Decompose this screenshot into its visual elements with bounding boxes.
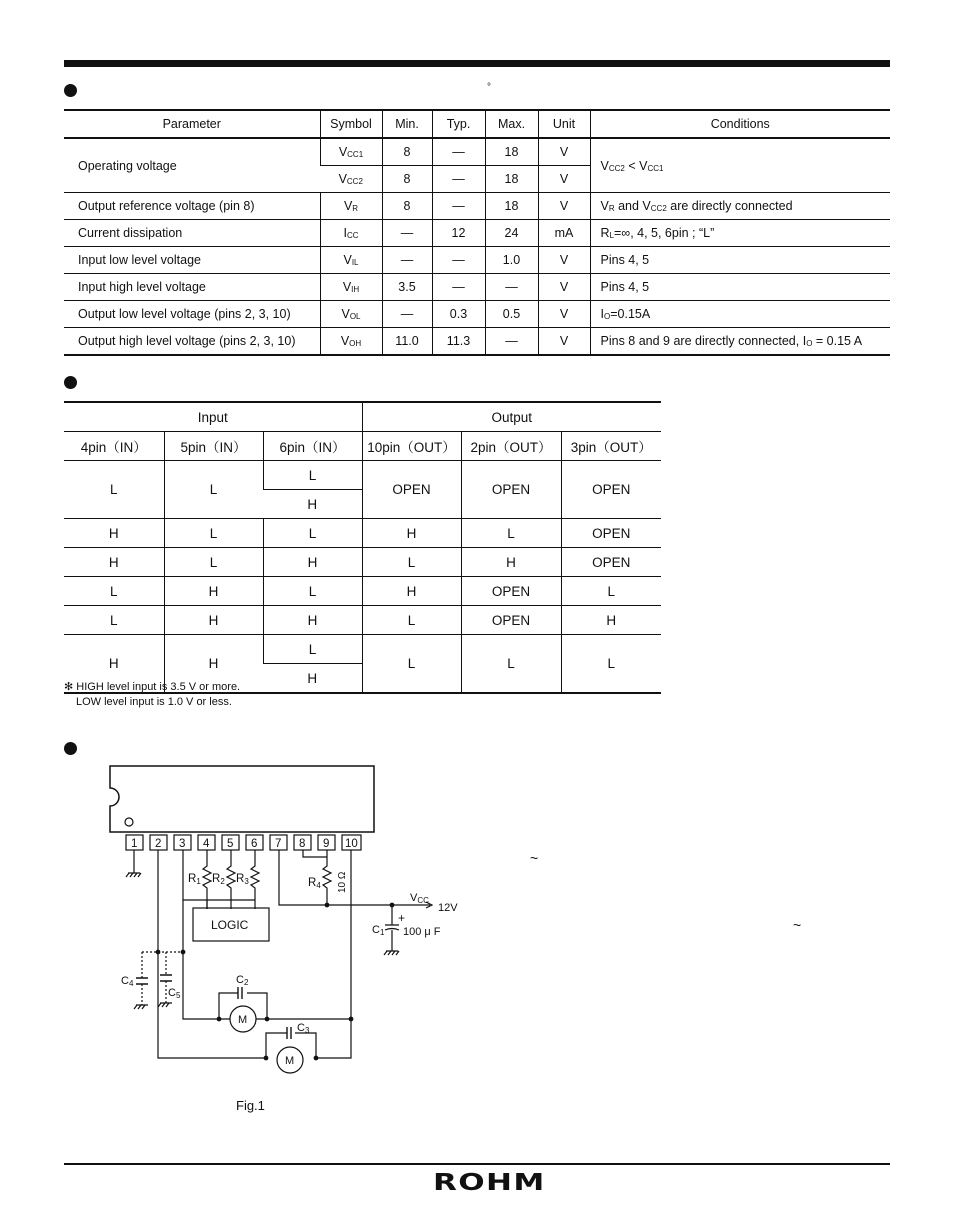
pin-label: 3 xyxy=(179,838,186,850)
c5-label: C5 xyxy=(168,987,181,1000)
r4-value: 10 Ω xyxy=(337,871,348,893)
header-pin4: 4pin（IN） xyxy=(64,432,164,461)
junction-dot xyxy=(349,1017,353,1021)
figure-caption: Fig.1 xyxy=(236,1098,265,1113)
c2-label: C2 xyxy=(236,974,249,987)
max-cell: 18 xyxy=(485,138,538,166)
param-cell: Input high level voltage xyxy=(64,274,320,301)
max-cell: 24 xyxy=(485,220,538,247)
pin-label: 10 xyxy=(345,838,358,850)
header-pin2: 2pin（OUT） xyxy=(461,432,561,461)
cell: OPEN xyxy=(561,519,661,548)
unit-cell: V xyxy=(538,301,590,328)
pin-label: 4 xyxy=(203,838,210,850)
c1-polarity: + xyxy=(398,911,406,925)
min-cell: — xyxy=(382,301,432,328)
header-max: Max. xyxy=(485,110,538,138)
r3-label: R3 xyxy=(236,873,249,886)
cell: L xyxy=(461,635,561,694)
typ-cell: — xyxy=(432,247,485,274)
ground-symbol xyxy=(384,951,399,955)
note-low-level: LOW level input is 1.0 V or less. xyxy=(76,696,232,708)
typ-cell: 0.3 xyxy=(432,301,485,328)
unit-cell: V xyxy=(538,247,590,274)
cell: L xyxy=(362,635,461,694)
condition-cell: $V_{CC2} < V_{CC1}$ xyxy=(590,138,890,193)
cell: L xyxy=(263,519,362,548)
param-cell: Input low level voltage xyxy=(64,247,320,274)
condition-cell: $R_L=\infty$, 4, 5, 6pin ; “L” xyxy=(590,220,890,247)
cell: L xyxy=(164,461,263,519)
condition-cell: Pins 4, 5 xyxy=(590,274,890,301)
unit-cell: V xyxy=(538,166,590,193)
condition-cell: $I_O=0.15A$ xyxy=(590,301,890,328)
header-symbol: Symbol xyxy=(320,110,382,138)
ground-symbol xyxy=(134,1005,148,1009)
cell: L xyxy=(263,577,362,606)
pin-label: 9 xyxy=(323,838,330,850)
cell: H xyxy=(64,519,164,548)
header-typ: Typ. xyxy=(432,110,485,138)
junction-dot xyxy=(156,950,160,954)
c1-label: C1 xyxy=(372,924,385,937)
cell: OPEN xyxy=(461,461,561,519)
cell: H xyxy=(164,635,263,694)
r4-label: R4 xyxy=(308,877,321,890)
pin-label: 6 xyxy=(251,838,258,850)
junction-dot xyxy=(181,950,185,954)
header-conditions: Conditions xyxy=(590,110,890,138)
header-pin5: 5pin（IN） xyxy=(164,432,263,461)
cell: OPEN xyxy=(461,606,561,635)
cell: L xyxy=(263,635,362,664)
pin-label: 8 xyxy=(299,838,306,850)
ic-package xyxy=(110,766,374,832)
junction-dot xyxy=(264,1056,268,1060)
junction-dot xyxy=(325,903,329,907)
ground-symbol xyxy=(126,873,141,877)
r1-label: R1 xyxy=(188,873,201,886)
cell: H xyxy=(263,490,362,519)
vcc-value: 12V xyxy=(438,902,458,914)
min-cell: 11.0 xyxy=(382,328,432,356)
r2-label: R2 xyxy=(212,873,225,886)
capacitor-c3 xyxy=(287,1027,291,1039)
wire xyxy=(279,850,392,905)
header-unit: Unit xyxy=(538,110,590,138)
pin-label: 2 xyxy=(155,838,162,850)
condition-cell: $V_R$ and $V_{CC2}$ are directly connected xyxy=(590,193,890,220)
unit-cell: V xyxy=(538,274,590,301)
junction-dot xyxy=(314,1056,318,1060)
unit-cell: V xyxy=(538,138,590,166)
c4-label: C4 xyxy=(121,975,134,988)
tilde-mark: ~ xyxy=(793,917,802,933)
cell: H xyxy=(164,577,263,606)
cell: OPEN xyxy=(461,577,561,606)
resistor-r4 xyxy=(323,850,331,905)
condition-cell: Pins 4, 5 xyxy=(590,247,890,274)
pin-label: 1 xyxy=(131,838,138,850)
param-cell: Output reference voltage (pin 8) xyxy=(64,193,320,220)
symbol-cell: $V_{OL}$ xyxy=(320,301,382,328)
symbol-cell: $V_R$ xyxy=(320,193,382,220)
max-cell: 1.0 xyxy=(485,247,538,274)
condition-cell: Pins 8 and 9 are directly connected, $I_O = 0.15$ A xyxy=(590,328,890,356)
degree-mark: ° xyxy=(487,82,491,93)
typ-cell: 11.3 xyxy=(432,328,485,356)
header-min: Min. xyxy=(382,110,432,138)
cell: H xyxy=(263,606,362,635)
cell: H xyxy=(362,577,461,606)
capacitor-c1 xyxy=(385,905,399,951)
symbol-cell: $V_{IL}$ xyxy=(320,247,382,274)
motor-m2-label: M xyxy=(285,1055,295,1067)
symbol-cell: $V_{OH}$ xyxy=(320,328,382,356)
param-cell: Operating voltage xyxy=(64,138,320,193)
cell: L xyxy=(561,577,661,606)
symbol-cell: $V_{IH}$ xyxy=(320,274,382,301)
min-cell: 8 xyxy=(382,138,432,166)
cell: H xyxy=(561,606,661,635)
max-cell: 18 xyxy=(485,166,538,193)
footer-rule xyxy=(64,1163,890,1165)
min-cell: 3.5 xyxy=(382,274,432,301)
unit-cell: mA xyxy=(538,220,590,247)
max-cell: 18 xyxy=(485,193,538,220)
cell: OPEN xyxy=(561,548,661,577)
unit-cell: V xyxy=(538,328,590,356)
typ-cell: — xyxy=(432,193,485,220)
cell: L xyxy=(64,606,164,635)
typ-cell: — xyxy=(432,274,485,301)
cell: L xyxy=(362,548,461,577)
capacitor-c4 xyxy=(136,978,148,984)
unit-cell: V xyxy=(538,193,590,220)
cell: L xyxy=(64,577,164,606)
typ-cell: 12 xyxy=(432,220,485,247)
max-cell: 0.5 xyxy=(485,301,538,328)
min-cell: 8 xyxy=(382,193,432,220)
header-parameter: Parameter xyxy=(64,110,320,138)
cell: L xyxy=(164,548,263,577)
rohm-logo: ROHM xyxy=(433,1170,546,1196)
c1-value: 100 μ F xyxy=(403,926,441,938)
pin-label: 7 xyxy=(275,838,282,850)
cell: L xyxy=(362,606,461,635)
junction-dot xyxy=(217,1017,221,1021)
cell: H xyxy=(164,606,263,635)
param-cell: Output low level voltage (pins 2, 3, 10) xyxy=(64,301,320,328)
cell: H xyxy=(263,664,362,694)
cell: L xyxy=(561,635,661,694)
note-high-level: ✻ HIGH level input is 3.5 V or more. xyxy=(64,681,241,693)
c3-label: C3 xyxy=(297,1022,310,1035)
pin1-marker xyxy=(125,818,133,826)
cell: OPEN xyxy=(362,461,461,519)
header-output: Output xyxy=(362,402,661,432)
tilde-mark: ~ xyxy=(530,850,539,866)
cell: OPEN xyxy=(561,461,661,519)
cell: H xyxy=(362,519,461,548)
min-cell: 8 xyxy=(382,166,432,193)
min-cell: — xyxy=(382,220,432,247)
ground-symbol xyxy=(158,1003,172,1007)
max-cell: — xyxy=(485,274,538,301)
symbol-cell: $V_{CC2}$ xyxy=(320,166,382,193)
capacitor-c2 xyxy=(238,987,242,999)
cell: L xyxy=(461,519,561,548)
max-cell: — xyxy=(485,328,538,356)
cell: L xyxy=(263,461,362,490)
cell: H xyxy=(461,548,561,577)
junction-dot xyxy=(265,1017,269,1021)
typ-cell: — xyxy=(432,138,485,166)
motor-m1-label: M xyxy=(238,1014,248,1026)
logic-label: LOGIC xyxy=(211,918,249,932)
header-pin10: 10pin（OUT） xyxy=(362,432,461,461)
cell: L xyxy=(164,519,263,548)
param-cell: Current dissipation xyxy=(64,220,320,247)
symbol-cell: $V_{CC1}$ xyxy=(320,138,382,166)
vcc-label: VCC xyxy=(410,892,429,905)
min-cell: — xyxy=(382,247,432,274)
cell: H xyxy=(263,548,362,577)
wire xyxy=(303,850,327,857)
header-pin6: 6pin（IN） xyxy=(263,432,362,461)
header-pin3: 3pin（OUT） xyxy=(561,432,661,461)
cell: H xyxy=(64,635,164,694)
cell: H xyxy=(64,548,164,577)
symbol-cell: $I_{CC}$ xyxy=(320,220,382,247)
header-input: Input xyxy=(64,402,362,432)
cell: L xyxy=(64,461,164,519)
capacitor-c5 xyxy=(160,975,172,981)
pin-label: 5 xyxy=(227,838,234,850)
param-cell: Output high level voltage (pins 2, 3, 10) xyxy=(64,328,320,356)
typ-cell: — xyxy=(432,166,485,193)
